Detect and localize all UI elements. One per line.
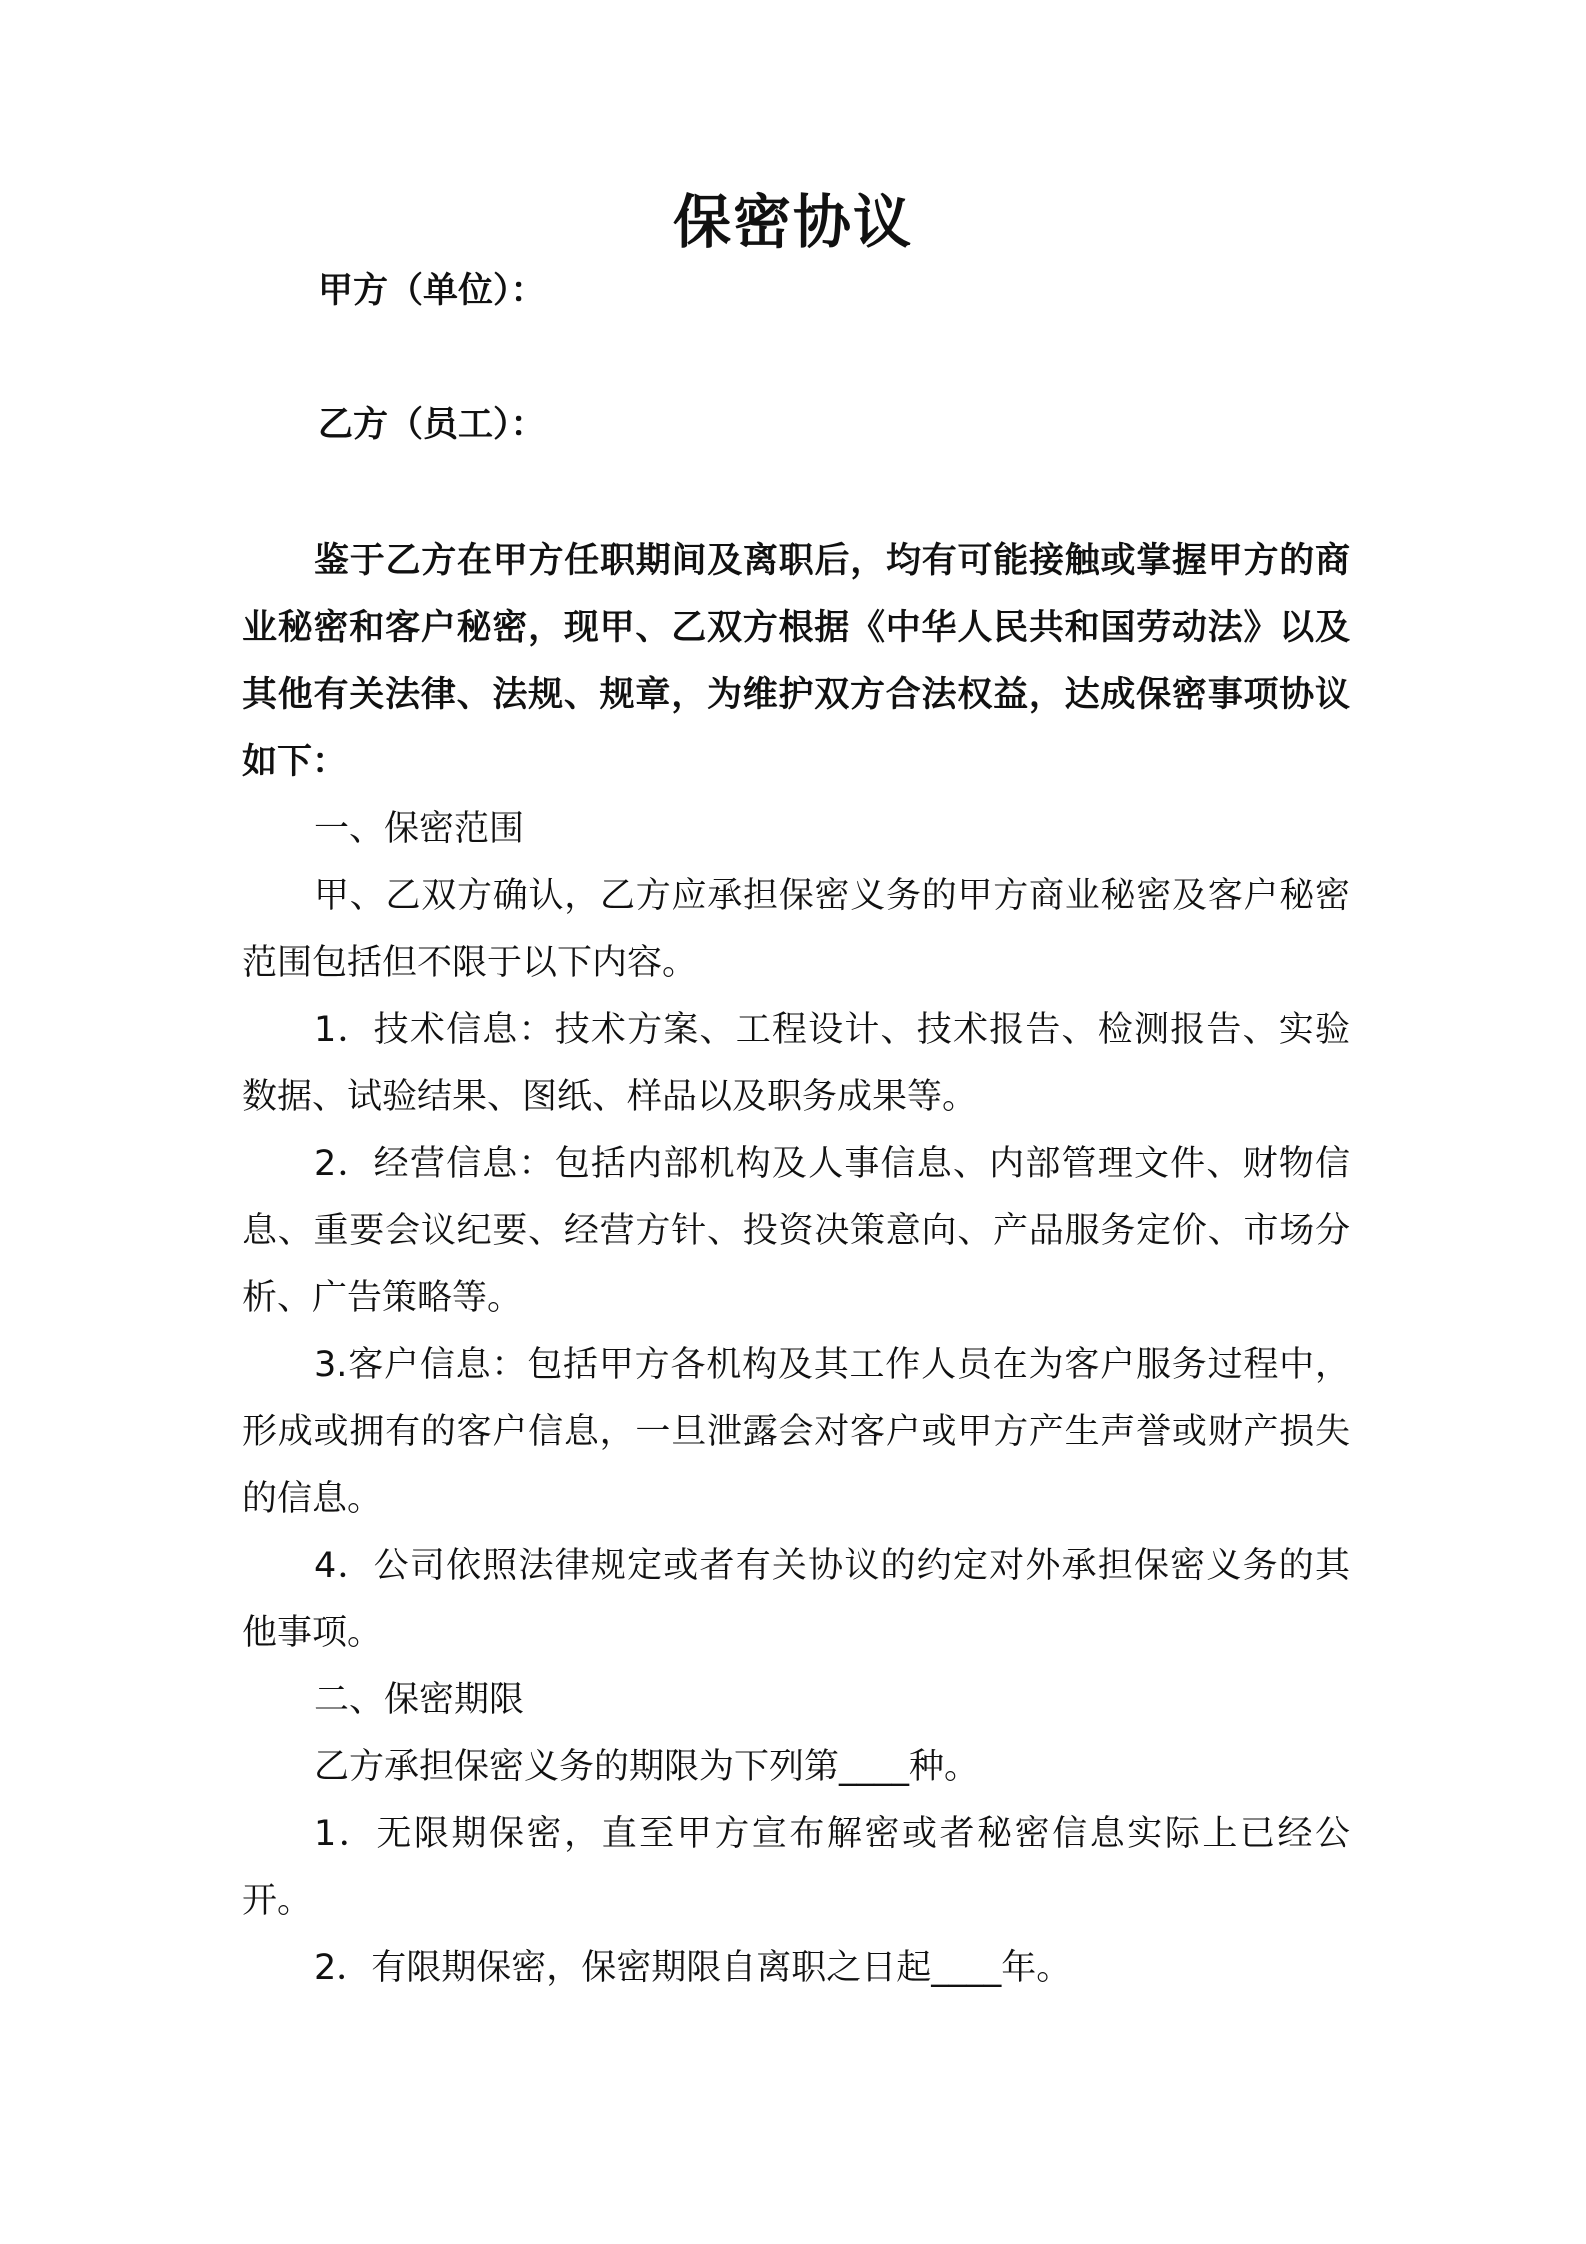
party-a-label: 甲方（单位）： [318, 271, 546, 311]
scope-intro-paragraph: 甲、乙双方确认，乙方应承担保密义务的甲方商业秘密及客户秘密范围包括但不限于以下内容。 [242, 876, 1350, 983]
preamble-paragraph: 鉴于乙方在甲方任职期间及离职后，均有可能接触或掌握甲方的商业秘密和客户秘密，现甲、乙双方根据《中华人民共和国劳动法》以及其他有关法律、法规、规章，为维护双方合法权益，达成保密事项协议如下： [242, 541, 1350, 782]
term-item-unlimited: 1．无限期保密，直至甲方宣布解密或者秘密信息实际上已经公开。 [242, 1814, 1350, 1921]
scope-item-technical: 1．技术信息：技术方案、工程设计、技术报告、检测报告、实验数据、试验结果、图纸、样品以及职务成果等。 [242, 1010, 1350, 1117]
party-b-label: 乙方（员工）： [318, 405, 546, 445]
scope-item-customer: 3.客户信息：包括甲方各机构及其工作人员在为客户服务过程中，形成或拥有的客户信息，一旦泄露会对客户或甲方产生声誉或财产损失的信息。 [242, 1345, 1350, 1519]
document-body [242, 528, 1350, 2002]
document-title: 保密协议 [672, 188, 913, 256]
term-item-limited: 2．有限期保密，保密期限自离职之日起____年。 [314, 1948, 1072, 1988]
section-heading-scope: 一、保密范围 [314, 809, 525, 849]
scope-item-other: 4．公司依照法律规定或者有关协议的约定对外承担保密义务的其他事项。 [242, 1546, 1350, 1653]
section-heading-term: 二、保密期限 [314, 1680, 525, 1720]
scope-item-business: 2．经营信息：包括内部机构及人事信息、内部管理文件、财物信息、重要会议纪要、经营方针、投资决策意向、产品服务定价、市场分析、广告策略等。 [242, 1144, 1350, 1318]
term-intro-paragraph: 乙方承担保密义务的期限为下列第____种。 [314, 1747, 980, 1787]
